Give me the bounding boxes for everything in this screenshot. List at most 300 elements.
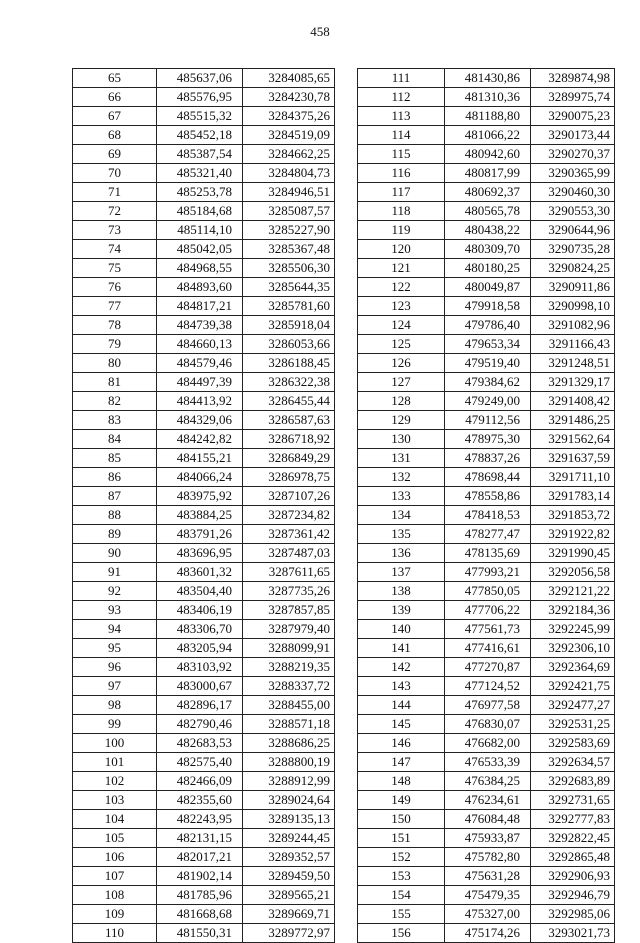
table-row <box>73 734 335 753</box>
y-coordinate-cell: 3284946,51 <box>243 183 335 202</box>
point-number-cell: 147 <box>358 753 445 772</box>
table-row <box>358 221 615 240</box>
table-row <box>73 905 335 924</box>
table-row <box>73 107 335 126</box>
y-coordinate-cell: 3290735,28 <box>531 240 615 259</box>
point-number-cell: 74 <box>73 240 157 259</box>
y-coordinate-cell: 3287234,82 <box>243 506 335 525</box>
table-row <box>358 563 615 582</box>
point-number-cell: 145 <box>358 715 445 734</box>
point-number-cell: 134 <box>358 506 445 525</box>
point-number-cell: 115 <box>358 145 445 164</box>
y-coordinate-cell: 3285644,35 <box>243 278 335 297</box>
y-coordinate-cell: 3290644,96 <box>531 221 615 240</box>
x-coordinate-cell: 475479,35 <box>445 886 531 905</box>
x-coordinate-cell: 475782,80 <box>445 848 531 867</box>
point-number-cell: 142 <box>358 658 445 677</box>
table-row <box>73 696 335 715</box>
y-coordinate-cell: 3291990,45 <box>531 544 615 563</box>
point-number-cell: 153 <box>358 867 445 886</box>
y-coordinate-cell: 3289565,21 <box>243 886 335 905</box>
x-coordinate-cell: 475631,28 <box>445 867 531 886</box>
point-number-cell: 101 <box>73 753 157 772</box>
point-number-cell: 105 <box>73 829 157 848</box>
x-coordinate-cell: 482683,53 <box>157 734 243 753</box>
y-coordinate-cell: 3291166,43 <box>531 335 615 354</box>
x-coordinate-cell: 478698,44 <box>445 468 531 487</box>
table-row <box>73 335 335 354</box>
x-coordinate-cell: 476384,25 <box>445 772 531 791</box>
point-number-cell: 77 <box>73 297 157 316</box>
table-row <box>358 829 615 848</box>
table-row <box>73 544 335 563</box>
point-number-cell: 84 <box>73 430 157 449</box>
x-coordinate-cell: 477416,61 <box>445 639 531 658</box>
table-row <box>73 183 335 202</box>
x-coordinate-cell: 483000,67 <box>157 677 243 696</box>
point-number-cell: 68 <box>73 126 157 145</box>
y-coordinate-cell: 3289024,64 <box>243 791 335 810</box>
point-number-cell: 71 <box>73 183 157 202</box>
point-number-cell: 95 <box>73 639 157 658</box>
x-coordinate-cell: 476234,61 <box>445 791 531 810</box>
point-number-cell: 126 <box>358 354 445 373</box>
point-number-cell: 151 <box>358 829 445 848</box>
x-coordinate-cell: 483884,25 <box>157 506 243 525</box>
y-coordinate-cell: 3292056,58 <box>531 563 615 582</box>
x-coordinate-cell: 481902,14 <box>157 867 243 886</box>
y-coordinate-cell: 3291853,72 <box>531 506 615 525</box>
table-row <box>358 639 615 658</box>
x-coordinate-cell: 485637,06 <box>157 69 243 88</box>
table-row <box>358 164 615 183</box>
point-number-cell: 92 <box>73 582 157 601</box>
y-coordinate-cell: 3285367,48 <box>243 240 335 259</box>
x-coordinate-cell: 482790,46 <box>157 715 243 734</box>
point-number-cell: 69 <box>73 145 157 164</box>
x-coordinate-cell: 477124,52 <box>445 677 531 696</box>
point-number-cell: 140 <box>358 620 445 639</box>
x-coordinate-cell: 479249,00 <box>445 392 531 411</box>
y-coordinate-cell: 3287487,03 <box>243 544 335 563</box>
y-coordinate-cell: 3292477,27 <box>531 696 615 715</box>
table-row <box>73 468 335 487</box>
table-row <box>358 240 615 259</box>
x-coordinate-cell: 476977,58 <box>445 696 531 715</box>
y-coordinate-cell: 3291562,64 <box>531 430 615 449</box>
x-coordinate-cell: 483306,70 <box>157 620 243 639</box>
table-row <box>358 506 615 525</box>
table-row <box>358 867 615 886</box>
point-number-cell: 94 <box>73 620 157 639</box>
point-number-cell: 114 <box>358 126 445 145</box>
x-coordinate-cell: 475327,00 <box>445 905 531 924</box>
y-coordinate-cell: 3291408,42 <box>531 392 615 411</box>
x-coordinate-cell: 477561,73 <box>445 620 531 639</box>
point-number-cell: 73 <box>73 221 157 240</box>
point-number-cell: 143 <box>358 677 445 696</box>
point-number-cell: 113 <box>358 107 445 126</box>
x-coordinate-cell: 476533,39 <box>445 753 531 772</box>
table-row <box>358 126 615 145</box>
point-number-cell: 89 <box>73 525 157 544</box>
table-row <box>73 772 335 791</box>
point-number-cell: 70 <box>73 164 157 183</box>
y-coordinate-cell: 3284804,73 <box>243 164 335 183</box>
table-row <box>73 639 335 658</box>
y-coordinate-cell: 3292421,75 <box>531 677 615 696</box>
y-coordinate-cell: 3292683,89 <box>531 772 615 791</box>
table-row <box>73 848 335 867</box>
y-coordinate-cell: 3288099,91 <box>243 639 335 658</box>
x-coordinate-cell: 475174,26 <box>445 924 531 943</box>
y-coordinate-cell: 3287857,85 <box>243 601 335 620</box>
table-row <box>358 905 615 924</box>
table-row <box>358 791 615 810</box>
y-coordinate-cell: 3291329,17 <box>531 373 615 392</box>
table-row <box>73 145 335 164</box>
x-coordinate-cell: 482243,95 <box>157 810 243 829</box>
point-number-cell: 81 <box>73 373 157 392</box>
y-coordinate-cell: 3287107,26 <box>243 487 335 506</box>
y-coordinate-cell: 3292245,99 <box>531 620 615 639</box>
table-row <box>73 829 335 848</box>
table-row <box>358 487 615 506</box>
table-row <box>358 734 615 753</box>
coordinates-table-right <box>357 68 615 943</box>
table-row <box>358 753 615 772</box>
x-coordinate-cell: 479384,62 <box>445 373 531 392</box>
table-row <box>358 810 615 829</box>
point-number-cell: 112 <box>358 88 445 107</box>
table-row <box>73 867 335 886</box>
table-row <box>358 354 615 373</box>
x-coordinate-cell: 478558,86 <box>445 487 531 506</box>
table-row <box>358 696 615 715</box>
table-row <box>73 69 335 88</box>
x-coordinate-cell: 477706,22 <box>445 601 531 620</box>
point-number-cell: 76 <box>73 278 157 297</box>
x-coordinate-cell: 482466,09 <box>157 772 243 791</box>
y-coordinate-cell: 3287361,42 <box>243 525 335 544</box>
table-row <box>73 430 335 449</box>
table-row <box>73 240 335 259</box>
x-coordinate-cell: 485114,10 <box>157 221 243 240</box>
y-coordinate-cell: 3291082,96 <box>531 316 615 335</box>
x-coordinate-cell: 482131,15 <box>157 829 243 848</box>
table-row <box>358 316 615 335</box>
point-number-cell: 65 <box>73 69 157 88</box>
point-number-cell: 119 <box>358 221 445 240</box>
table-row <box>358 924 615 943</box>
x-coordinate-cell: 483696,95 <box>157 544 243 563</box>
table-row <box>73 202 335 221</box>
x-coordinate-cell: 478135,69 <box>445 544 531 563</box>
point-number-cell: 150 <box>358 810 445 829</box>
table-row <box>73 677 335 696</box>
point-number-cell: 155 <box>358 905 445 924</box>
x-coordinate-cell: 485387,54 <box>157 145 243 164</box>
point-number-cell: 80 <box>73 354 157 373</box>
point-number-cell: 141 <box>358 639 445 658</box>
point-number-cell: 109 <box>73 905 157 924</box>
y-coordinate-cell: 3292731,65 <box>531 791 615 810</box>
x-coordinate-cell: 484660,13 <box>157 335 243 354</box>
point-number-cell: 86 <box>73 468 157 487</box>
y-coordinate-cell: 3286587,63 <box>243 411 335 430</box>
y-coordinate-cell: 3290824,25 <box>531 259 615 278</box>
x-coordinate-cell: 485253,78 <box>157 183 243 202</box>
point-number-cell: 137 <box>358 563 445 582</box>
table-row <box>73 354 335 373</box>
y-coordinate-cell: 3288571,18 <box>243 715 335 734</box>
table-row <box>358 88 615 107</box>
y-coordinate-cell: 3287611,65 <box>243 563 335 582</box>
table-row <box>358 335 615 354</box>
point-number-cell: 139 <box>358 601 445 620</box>
table-row <box>358 183 615 202</box>
x-coordinate-cell: 479918,58 <box>445 297 531 316</box>
table-row <box>358 430 615 449</box>
table-row <box>73 297 335 316</box>
y-coordinate-cell: 3290365,99 <box>531 164 615 183</box>
x-coordinate-cell: 480692,37 <box>445 183 531 202</box>
x-coordinate-cell: 484497,39 <box>157 373 243 392</box>
coordinates-table-left <box>72 68 335 943</box>
table-row <box>73 810 335 829</box>
y-coordinate-cell: 3291637,59 <box>531 449 615 468</box>
y-coordinate-cell: 3292822,45 <box>531 829 615 848</box>
page-number: 458 <box>310 24 330 39</box>
x-coordinate-cell: 480565,78 <box>445 202 531 221</box>
y-coordinate-cell: 3289874,98 <box>531 69 615 88</box>
x-coordinate-cell: 485042,05 <box>157 240 243 259</box>
x-coordinate-cell: 483103,92 <box>157 658 243 677</box>
table-row <box>73 373 335 392</box>
y-coordinate-cell: 3288219,35 <box>243 658 335 677</box>
table-row <box>73 449 335 468</box>
x-coordinate-cell: 484739,38 <box>157 316 243 335</box>
point-number-cell: 103 <box>73 791 157 810</box>
x-coordinate-cell: 480942,60 <box>445 145 531 164</box>
x-coordinate-cell: 480309,70 <box>445 240 531 259</box>
table-row <box>358 373 615 392</box>
point-number-cell: 66 <box>73 88 157 107</box>
x-coordinate-cell: 481066,22 <box>445 126 531 145</box>
point-number-cell: 117 <box>358 183 445 202</box>
point-number-cell: 121 <box>358 259 445 278</box>
table-row <box>73 715 335 734</box>
point-number-cell: 99 <box>73 715 157 734</box>
x-coordinate-cell: 484817,21 <box>157 297 243 316</box>
y-coordinate-cell: 3290998,10 <box>531 297 615 316</box>
x-coordinate-cell: 484329,06 <box>157 411 243 430</box>
point-number-cell: 133 <box>358 487 445 506</box>
x-coordinate-cell: 485452,18 <box>157 126 243 145</box>
y-coordinate-cell: 3290173,44 <box>531 126 615 145</box>
table-row <box>73 563 335 582</box>
point-number-cell: 149 <box>358 791 445 810</box>
x-coordinate-cell: 481550,31 <box>157 924 243 943</box>
y-coordinate-cell: 3286322,38 <box>243 373 335 392</box>
point-number-cell: 148 <box>358 772 445 791</box>
x-coordinate-cell: 484413,92 <box>157 392 243 411</box>
point-number-cell: 154 <box>358 886 445 905</box>
y-coordinate-cell: 3290460,30 <box>531 183 615 202</box>
y-coordinate-cell: 3288455,00 <box>243 696 335 715</box>
y-coordinate-cell: 3292531,25 <box>531 715 615 734</box>
y-coordinate-cell: 3293021,73 <box>531 924 615 943</box>
y-coordinate-cell: 3286718,92 <box>243 430 335 449</box>
point-number-cell: 131 <box>358 449 445 468</box>
table-row <box>73 658 335 677</box>
x-coordinate-cell: 479519,40 <box>445 354 531 373</box>
table-row <box>358 278 615 297</box>
y-coordinate-cell: 3288912,99 <box>243 772 335 791</box>
y-coordinate-cell: 3292985,06 <box>531 905 615 924</box>
point-number-cell: 67 <box>73 107 157 126</box>
y-coordinate-cell: 3286053,66 <box>243 335 335 354</box>
x-coordinate-cell: 475933,87 <box>445 829 531 848</box>
y-coordinate-cell: 3289975,74 <box>531 88 615 107</box>
y-coordinate-cell: 3286455,44 <box>243 392 335 411</box>
x-coordinate-cell: 482896,17 <box>157 696 243 715</box>
table-row <box>73 88 335 107</box>
point-number-cell: 132 <box>358 468 445 487</box>
point-number-cell: 85 <box>73 449 157 468</box>
y-coordinate-cell: 3290270,37 <box>531 145 615 164</box>
y-coordinate-cell: 3291486,25 <box>531 411 615 430</box>
y-coordinate-cell: 3290553,30 <box>531 202 615 221</box>
x-coordinate-cell: 483205,94 <box>157 639 243 658</box>
x-coordinate-cell: 480817,99 <box>445 164 531 183</box>
point-number-cell: 97 <box>73 677 157 696</box>
y-coordinate-cell: 3288337,72 <box>243 677 335 696</box>
y-coordinate-cell: 3284519,09 <box>243 126 335 145</box>
table-row <box>73 924 335 943</box>
point-number-cell: 100 <box>73 734 157 753</box>
table-row <box>358 848 615 867</box>
x-coordinate-cell: 484066,24 <box>157 468 243 487</box>
y-coordinate-cell: 3289669,71 <box>243 905 335 924</box>
point-number-cell: 72 <box>73 202 157 221</box>
point-number-cell: 118 <box>358 202 445 221</box>
y-coordinate-cell: 3289244,45 <box>243 829 335 848</box>
point-number-cell: 124 <box>358 316 445 335</box>
point-number-cell: 93 <box>73 601 157 620</box>
table-row <box>73 791 335 810</box>
table-row <box>358 297 615 316</box>
y-coordinate-cell: 3288686,25 <box>243 734 335 753</box>
x-coordinate-cell: 483975,92 <box>157 487 243 506</box>
y-coordinate-cell: 3284662,25 <box>243 145 335 164</box>
x-coordinate-cell: 476084,48 <box>445 810 531 829</box>
x-coordinate-cell: 478837,26 <box>445 449 531 468</box>
point-number-cell: 110 <box>73 924 157 943</box>
x-coordinate-cell: 484155,21 <box>157 449 243 468</box>
point-number-cell: 111 <box>358 69 445 88</box>
table-row <box>358 525 615 544</box>
table-row <box>358 582 615 601</box>
y-coordinate-cell: 3292777,83 <box>531 810 615 829</box>
x-coordinate-cell: 476830,07 <box>445 715 531 734</box>
point-number-cell: 90 <box>73 544 157 563</box>
y-coordinate-cell: 3285506,30 <box>243 259 335 278</box>
point-number-cell: 107 <box>73 867 157 886</box>
y-coordinate-cell: 3289135,13 <box>243 810 335 829</box>
y-coordinate-cell: 3289772,97 <box>243 924 335 943</box>
table-row <box>358 601 615 620</box>
y-coordinate-cell: 3286849,29 <box>243 449 335 468</box>
x-coordinate-cell: 484579,46 <box>157 354 243 373</box>
point-number-cell: 156 <box>358 924 445 943</box>
y-coordinate-cell: 3287979,40 <box>243 620 335 639</box>
point-number-cell: 108 <box>73 886 157 905</box>
point-number-cell: 127 <box>358 373 445 392</box>
point-number-cell: 96 <box>73 658 157 677</box>
x-coordinate-cell: 479786,40 <box>445 316 531 335</box>
table-row <box>358 145 615 164</box>
point-number-cell: 102 <box>73 772 157 791</box>
y-coordinate-cell: 3285227,90 <box>243 221 335 240</box>
point-number-cell: 98 <box>73 696 157 715</box>
y-coordinate-cell: 3286188,45 <box>243 354 335 373</box>
table-row <box>358 677 615 696</box>
x-coordinate-cell: 479653,34 <box>445 335 531 354</box>
y-coordinate-cell: 3292946,79 <box>531 886 615 905</box>
y-coordinate-cell: 3291248,51 <box>531 354 615 373</box>
x-coordinate-cell: 481668,68 <box>157 905 243 924</box>
table-row <box>358 259 615 278</box>
point-number-cell: 130 <box>358 430 445 449</box>
x-coordinate-cell: 482017,21 <box>157 848 243 867</box>
table-row <box>73 886 335 905</box>
point-number-cell: 82 <box>73 392 157 411</box>
y-coordinate-cell: 3292121,22 <box>531 582 615 601</box>
table-row <box>73 506 335 525</box>
table-row <box>73 411 335 430</box>
y-coordinate-cell: 3290075,23 <box>531 107 615 126</box>
table-row <box>358 449 615 468</box>
table-row <box>73 753 335 772</box>
x-coordinate-cell: 483601,32 <box>157 563 243 582</box>
y-coordinate-cell: 3284375,26 <box>243 107 335 126</box>
point-number-cell: 104 <box>73 810 157 829</box>
table-row <box>73 525 335 544</box>
y-coordinate-cell: 3289459,50 <box>243 867 335 886</box>
x-coordinate-cell: 484968,55 <box>157 259 243 278</box>
y-coordinate-cell: 3291783,14 <box>531 487 615 506</box>
point-number-cell: 75 <box>73 259 157 278</box>
y-coordinate-cell: 3285918,04 <box>243 316 335 335</box>
table-row <box>358 411 615 430</box>
point-number-cell: 91 <box>73 563 157 582</box>
table-row <box>73 316 335 335</box>
y-coordinate-cell: 3292184,36 <box>531 601 615 620</box>
point-number-cell: 83 <box>73 411 157 430</box>
y-coordinate-cell: 3284230,78 <box>243 88 335 107</box>
point-number-cell: 152 <box>358 848 445 867</box>
table-row <box>73 126 335 145</box>
point-number-cell: 79 <box>73 335 157 354</box>
point-number-cell: 120 <box>358 240 445 259</box>
x-coordinate-cell: 484242,82 <box>157 430 243 449</box>
table-row <box>73 259 335 278</box>
point-number-cell: 136 <box>358 544 445 563</box>
x-coordinate-cell: 481430,86 <box>445 69 531 88</box>
x-coordinate-cell: 482575,40 <box>157 753 243 772</box>
table-row <box>358 107 615 126</box>
